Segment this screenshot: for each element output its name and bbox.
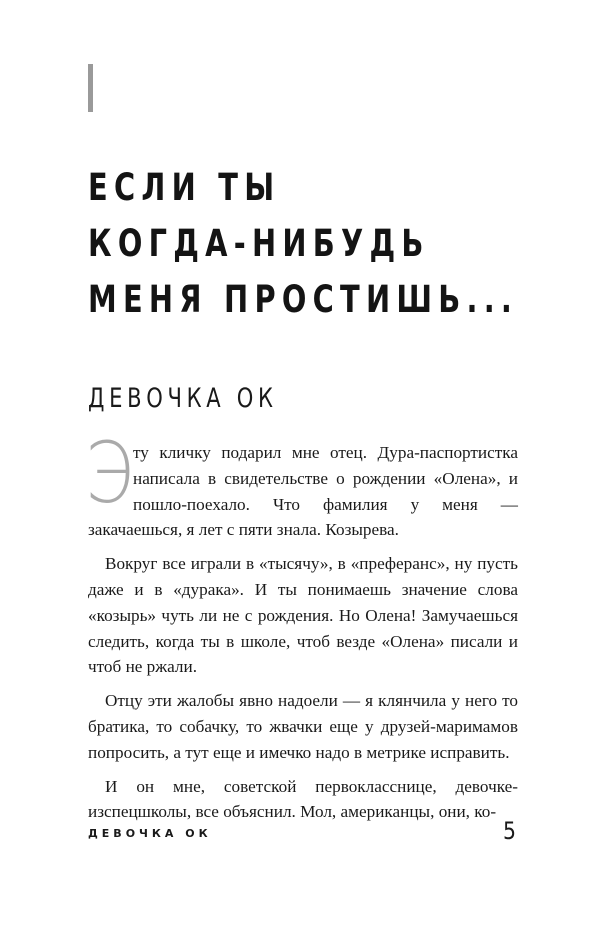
chapter-title-line-2: КОГДА-НИБУДЬ: [88, 222, 430, 265]
body-text: [85, 424, 518, 825]
chapter-title-line-3: МЕНЯ ПРОСТИШЬ...: [88, 278, 519, 321]
paragraph-1-text: ту кличку подарил мне отец. Дура-паспортистка написала в свидетельстве о рождении «Олена», и пошло-поехало. Что фамилия у меня — закачаешься, я лет с пяти знала. Козырева.: [88, 443, 518, 540]
section-subtitle: ДЕВОЧКА ОК: [88, 383, 278, 414]
paragraph-3: Отцу эти жалобы явно надоели — я клянчила у него то братика, то собачку, то жвачки еще у друзей-маримамов попросить, а тут еще и имечко надо в метрике исправить.: [88, 691, 518, 762]
paragraph-4: И он мне, советской первокласснице, девочке-изспецшколы, все объяснил. Мол, американцы, они, ко-: [88, 776, 518, 822]
chapter-title-line-1: ЕСЛИ ТЫ: [88, 166, 281, 209]
paragraph-1: [85, 424, 518, 543]
page-number: 5: [503, 817, 516, 845]
drop-cap: Э: [85, 424, 134, 522]
running-footer-title: ДЕВОЧКА ОК: [88, 827, 212, 840]
paragraph-2: Вокруг все играли в «тысячу», в «преферанс», ну пусть даже и в «дурака». И ты понимаешь значение слова «козырь» чуть ли не с рождения. Но Олена! Замучаешься следить, когда ты в школе, чтоб везде «Олена» писали и чтоб не ржали.: [88, 554, 518, 677]
chapter-marker-bar: [88, 64, 93, 112]
chapter-title: [88, 160, 519, 328]
